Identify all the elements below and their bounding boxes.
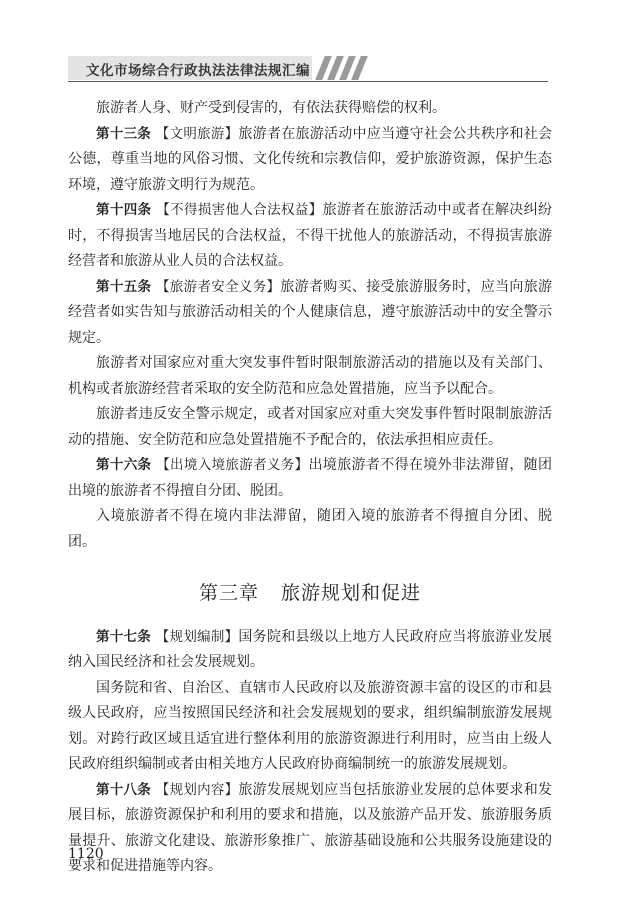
article-16: [68, 453, 552, 504]
book-title: 文化市场综合行政执法法律法规汇编: [86, 63, 310, 79]
paragraph: 入境旅游者不得在境内非法滞留，随团入境的旅游者不得擅自分团、脱团。: [68, 508, 552, 550]
article-text: 出境旅游者不得在境外非法滞留，随团出境的旅游者不得擅自分团、脱团。: [68, 457, 553, 499]
article-number: 第十三条: [96, 125, 152, 142]
article-number: 第十六条: [96, 457, 152, 473]
article-number: 第十七条: [96, 628, 152, 645]
paragraph: 旅游者违反安全警示规定，或者对国家应对重大突发事件暂时限制旅游活动的措施、安全防范和应急处置措施不予配合的，依法承担相应责任。: [68, 406, 552, 448]
chapter-heading: [68, 581, 552, 607]
article-number: 第十五条: [96, 278, 152, 295]
paragraph: 国务院和省、自治区、直辖市人民政府以及旅游资源丰富的设区的市和县级人民政府，应当按照国民经济和社会发展规划的要求，组织编制旅游发展规划。对跨行政区域且适宜进行整体利用的旅游资源进行利用时，应当由上级人民政府组织编制或者由相关地方人民政府协商编制统一的旅游发展规划。: [68, 679, 552, 772]
article-text: 国务院和县级以上地方人民政府应当将旅游业发展纳入国民经济和社会发展规划。: [68, 628, 553, 670]
article-heading: 【文明旅游】: [155, 125, 239, 142]
paragraph: 旅游者对国家应对重大突发事件暂时限制旅游活动的措施以及有关部门、机构或者旅游经营者采取的安全防范和应急处置措施，应当予以配合。: [68, 355, 552, 397]
article-heading: 【不得损害他人合法权益】: [156, 202, 323, 218]
article-13: [68, 122, 552, 199]
article-18: [68, 778, 552, 880]
chapter-number: 第三章: [198, 582, 259, 604]
article-number: 第十四条: [96, 202, 152, 218]
article-text: 旅游者购买、接受旅游服务时，应当向旅游经营者如实告知与旅游活动相关的个人健康信息，遵守旅游活动中的安全警示规定。: [68, 278, 553, 346]
article-heading: 【出境入境旅游者义务】: [156, 457, 309, 473]
article-heading: 【规划编制】: [155, 628, 239, 645]
article-17: [68, 625, 552, 676]
article-text: 旅游发展规划应当包括旅游业发展的总体要求和发展目标，旅游资源保护和利用的要求和措施，以及旅游产品开发、旅游服务质量提升、旅游文化建设、旅游形象推广、旅游基础设施和公共服务设施建设的要求和促进措施等内容。: [68, 781, 553, 874]
article-heading: 【规划内容】: [155, 781, 239, 798]
page-number: 1120: [68, 846, 104, 862]
header-stripes: [314, 56, 384, 80]
article-heading: 【旅游者安全义务】: [156, 278, 281, 295]
article-number: 第十八条: [96, 781, 152, 798]
chapter-title: 旅游规划和促进: [281, 582, 422, 604]
running-header: [68, 56, 548, 82]
article-text: 旅游者在旅游活动中应当遵守社会公共秩序和社会公德，尊重当地的风俗习惯、文化传统和宗教信仰，爱护旅游资源，保护生态环境，遵守旅游文明行为规范。: [68, 125, 553, 193]
article-text: 旅游者在旅游活动中或者在解决纠纷时，不得损害当地居民的合法权益，不得干扰他人的旅游活动，不得损害旅游经营者和旅游从业人员的合法权益。: [68, 202, 553, 269]
header-rule: [68, 81, 548, 82]
article-14: [68, 198, 552, 275]
article-15: [68, 275, 552, 352]
paragraph: 旅游者人身、财产受到侵害的，有依法获得赔偿的权利。: [96, 100, 446, 116]
page-body: [68, 96, 552, 880]
